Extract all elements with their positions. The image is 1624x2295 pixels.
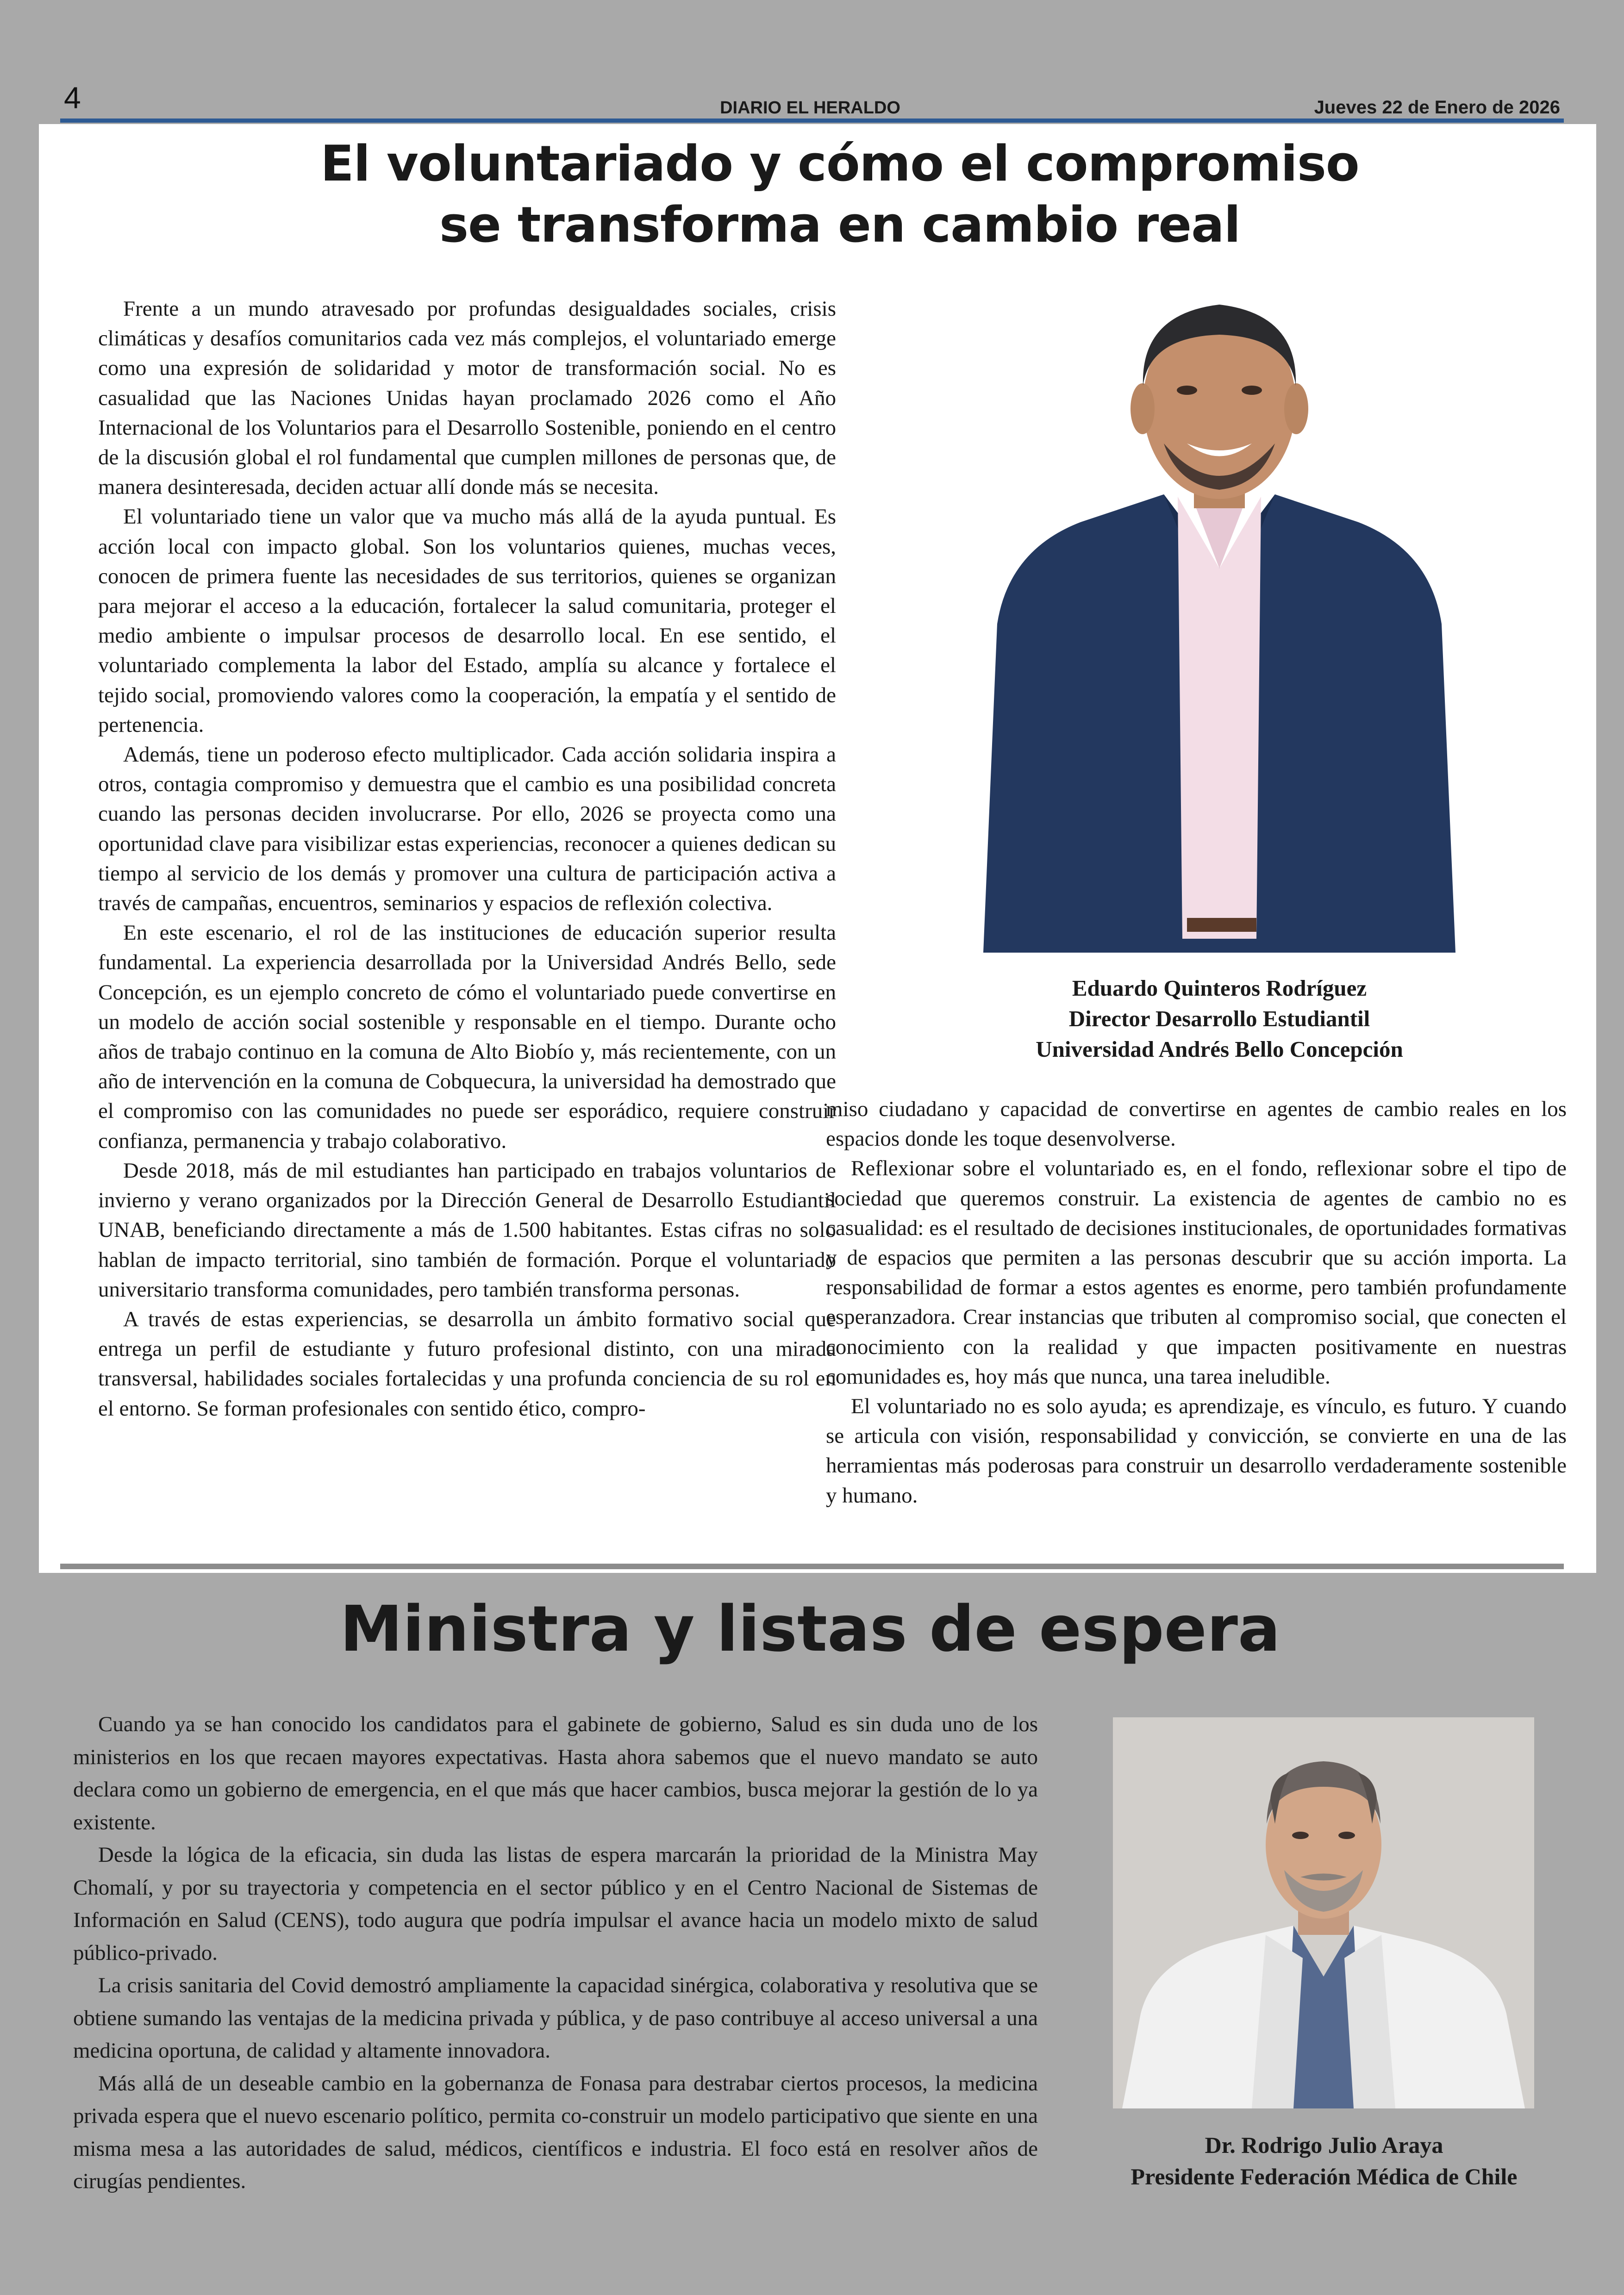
page-header — [0, 0, 1624, 125]
author-portrait-photo — [965, 291, 1474, 953]
article-2-headline: Ministra y listas de espera — [340, 1593, 1280, 1666]
paragraph: Cuando ya se han conocido los candidatos para el gabinete de gobierno, Salud es sin duda uno de los ministerios en los que recaen mayores expectativas. Hasta ahora sabemos que el nuevo mandato se auto declara como un gobierno de emergencia, en el que más que hacer cambios, busca mejorar la gestión de lo ya existente. — [73, 1712, 1038, 1834]
headline-line-2: se transforma en cambio real — [439, 196, 1241, 253]
issue-date: Jueves 22 de Enero de 2026 — [1314, 97, 1560, 118]
paragraph: A través de estas experiencias, se desarrolla un ámbito formativo social que entrega un perfil de estudiante y futuro profesional distinto, con una mirada transversal, habilidades sociales fortalecidas y una profunda conciencia de su rol en el entorno. Se forman profesionales con sentido ético, compro- — [98, 1307, 836, 1421]
doctor-portrait-photo — [1113, 1717, 1534, 2108]
article-2-body — [73, 1708, 1038, 2198]
article-headline — [178, 133, 1502, 256]
doctor-caption — [1060, 2129, 1588, 2192]
doctor-role: Presidente Federación Médica de Chile — [1131, 2164, 1518, 2189]
paragraph: Desde la lógica de la eficacia, sin duda las listas de espera marcarán la prioridad de la Ministra May Chomalí, y por su trayectoria y competencia en el sector público y en el Centro Nacional de Sistemas de Información en Salud (CENS), todo augura que podría impulsar el avance hacia un modelo mixto de salud público-privado. — [73, 1843, 1038, 1965]
author-role: Director Desarrollo Estudiantil — [1068, 1006, 1370, 1031]
paragraph: El voluntariado no es solo ayuda; es aprendizaje, es vínculo, es futuro. Y cuando se articula con visión, responsabilidad y convicción, se convierte en una de las herramientas más poderosas para construir un desarrollo verdaderamente sostenible y humano. — [826, 1394, 1567, 1508]
author-institution: Universidad Andrés Bello Concepción — [1036, 1036, 1403, 1062]
paragraph: Reflexionar sobre el voluntariado es, en el fondo, reflexionar sobre el tipo de sociedad que queremos construir. La existencia de agentes de cambio no es casualidad: es el resultado de decisiones institucionales, de oportunidades formativas y de espacios que permiten a las personas descubrir que su acción importa. La responsabilidad de formar a estos agentes es enorme, pero también profundamente esperanzadora. Crear instancias que tributen al compromiso social, que conecten el conocimiento con la realidad y que impacten positivamente en nuestras comunidades es, hoy más que nunca, una tarea ineludible. — [826, 1156, 1567, 1389]
article-volunteering — [39, 124, 1596, 1573]
author-name: Eduardo Quinteros Rodríguez — [1072, 975, 1367, 1001]
paragraph: Desde 2018, más de mil estudiantes han participado en trabajos voluntarios de invierno y verano organizados por la Dirección General de Desarrollo Estudiantil UNAB, beneficiando directamente a más de 1.500 habitantes. Estas cifras no solo hablan de impacto territorial, sino también de formación. Porque el voluntariado universitario transforma comunidades, pero también transforma personas. — [98, 1158, 836, 1302]
page-number: 4 — [64, 81, 81, 115]
headline-line-1: El voluntariado y cómo el compromiso — [320, 135, 1359, 192]
article-left-column — [98, 294, 836, 1423]
section-divider — [60, 1564, 1564, 1569]
header-divider — [60, 118, 1564, 123]
newspaper-name: DIARIO EL HERALDO — [720, 98, 900, 118]
paragraph: La crisis sanitaria del Covid demostró ampliamente la capacidad sinérgica, colaborativa y resolutiva que se obtiene sumando las ventajas de la medicina privada y pública, y de paso contribuye al acceso universal a una medicina oportuna, de calidad y altamente innovadora. — [73, 1973, 1038, 2063]
paragraph: Frente a un mundo atravesado por profundas desigualdades sociales, crisis climáticas y desafíos comunitarios cada vez más complejos, el voluntariado emerge como una expresión de solidaridad y motor de transformación social. No es casualidad que las Naciones Unidas hayan proclamado 2026 como el Año Internacional de los Voluntarios para el Desarrollo Sostenible, poniendo en el centro de la discusión global el rol fundamental que cumplen millones de personas que, de manera desinteresada, deciden actuar allí donde más se necesita. — [98, 297, 836, 499]
paragraph: Más allá de un deseable cambio en la gobernanza de Fonasa para destrabar ciertos procesos, la medicina privada espera que el nuevo escenario político, permita co-construir un modelo participativo que siente en una misma mesa a las autoridades de salud, médicos, científicos e industria. El foco está en resolver años de cirugías pendientes. — [73, 2071, 1038, 2193]
paragraph: miso ciudadano y capacidad de convertirse en agentes de cambio reales en los espacios donde les toque desenvolverse. — [826, 1097, 1567, 1151]
paragraph: Además, tiene un poderoso efecto multiplicador. Cada acción solidaria inspira a otros, contagia compromiso y demuestra que el cambio es una posibilidad concreta cuando las personas deciden involucrarse. Por ello, 2026 se proyecta como una oportunidad clave para visibilizar estas experiencias, reconocer a quienes dedican su tiempo al servicio de los demás y promover una cultura de participación activa a través de campañas, encuentros, seminarios y espacios de reflexión colectiva. — [98, 742, 836, 916]
article-right-column — [826, 1094, 1567, 1510]
paragraph: En este escenario, el rol de las instituciones de educación superior resulta fundamental. La experiencia desarrollada por la Universidad Andrés Bello, sede Concepción, es un ejemplo concreto de cómo el voluntariado puede convertirse en un modelo de acción social sostenible y responsable en el tiempo. Durante ocho años de trabajo continuo en la comuna de Alto Biobío y, más recientemente, con un año de intervención en la comuna de Cobquecura, la universidad ha demostrado que el compromiso con las comunidades no puede ser esporádico, requiere construir confianza, permanencia y trabajo colaborativo. — [98, 921, 836, 1153]
author-caption — [960, 973, 1479, 1065]
doctor-name: Dr. Rodrigo Julio Araya — [1205, 2132, 1443, 2158]
paragraph: El voluntariado tiene un valor que va mucho más allá de la ayuda puntual. Es acción local con impacto global. Son los voluntarios quienes, muchas veces, conocen de primera fuente las necesidades de sus territorios, quienes se organizan para mejorar el acceso a la educación, fortalecer la salud comunitaria, proteger el medio ambiente o impulsar procesos de desarrollo local. En ese sentido, el voluntariado complementa la labor del Estado, amplía su alcance y fortalece el tejido social, promoviendo valores como la cooperación, la empatía y el sentido de pertenencia. — [98, 505, 836, 737]
